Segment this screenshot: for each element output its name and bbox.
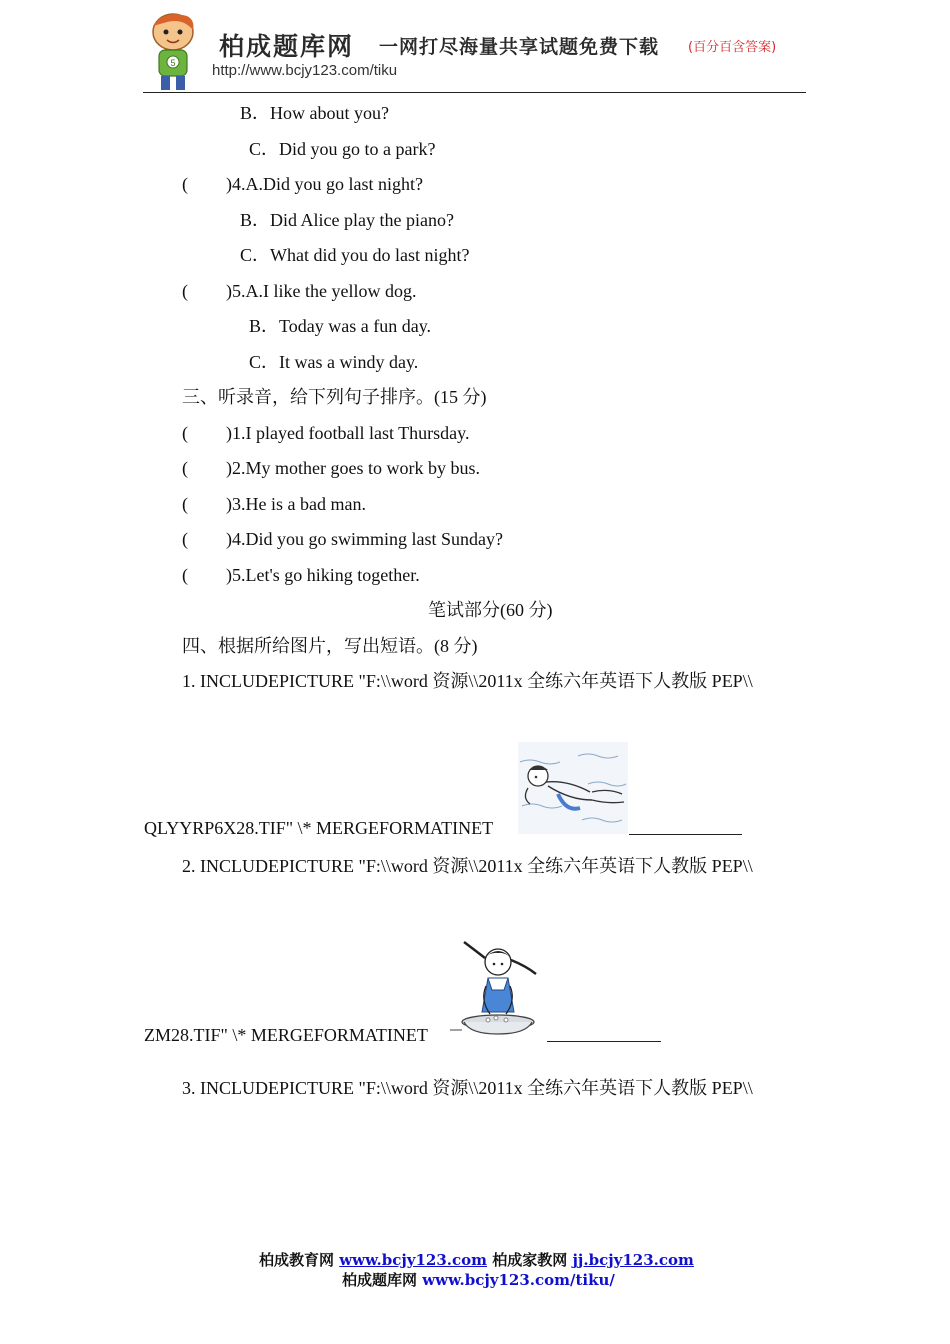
- header-divider: [143, 92, 806, 93]
- part4-q1-field-line1: 1. INCLUDEPICTURE "F:\\word 资源\\2011x 全练六年英语下人教版 PEP\\: [182, 671, 753, 691]
- q5-paren[interactable]: (: [182, 281, 188, 301]
- part3-item-2: )2.My mother goes to work by bus.: [226, 458, 480, 478]
- q4-stem: )4.A.Did you go last night?: [226, 174, 423, 194]
- q5-option-b: B．Today was a fun day.: [249, 316, 432, 336]
- part3-item-5: )5.Let's go hiking together.: [226, 565, 420, 585]
- mascot-logo-icon: [143, 8, 207, 92]
- part3-item-1-paren[interactable]: (: [182, 423, 188, 443]
- girl-washing-clothes-icon: [450, 938, 545, 1038]
- part4-q2-answer-blank[interactable]: [547, 1025, 661, 1042]
- header-url[interactable]: http://www.bcjy123.com/tiku: [212, 62, 398, 79]
- svg-text:5: 5: [170, 58, 176, 68]
- part3-item-5-paren[interactable]: (: [182, 565, 188, 585]
- part4-q1-answer-blank[interactable]: [629, 818, 742, 835]
- footer-line-2: [342, 1269, 615, 1290]
- part3-item-3-paren[interactable]: (: [182, 494, 188, 514]
- written-section-title: 笔试部分(60 分): [428, 600, 553, 620]
- boy-swimming-icon: [518, 742, 628, 834]
- footer-line-1: [259, 1249, 694, 1270]
- footer-link-tiku[interactable]: www.bcjy123.com/tiku/: [422, 1271, 615, 1289]
- part3-item-4-paren[interactable]: (: [182, 529, 188, 549]
- part4-heading: 四、根据所给图片，写出短语。(8 分): [182, 636, 478, 656]
- footer-label-tiku: 柏成题库网: [342, 1271, 418, 1289]
- q4-paren[interactable]: (: [182, 174, 188, 194]
- q4-option-b: B．Did Alice play the piano?: [240, 210, 454, 230]
- q3-option-b: B．How about you?: [240, 103, 389, 123]
- header-answer-tag: (百分百含答案): [688, 40, 777, 55]
- part3-item-3: )3.He is a bad man.: [226, 494, 366, 514]
- page-header: [143, 8, 806, 94]
- part3-item-4: )4.Did you go swimming last Sunday?: [226, 529, 503, 549]
- q5-option-c: C．It was a windy day.: [249, 352, 419, 372]
- footer-link-edu[interactable]: www.bcjy123.com: [339, 1251, 488, 1269]
- part4-q3-field-line1: 3. INCLUDEPICTURE "F:\\word 资源\\2011x 全练六年英语下人教版 PEP\\: [182, 1078, 753, 1098]
- part4-q2-field-line1: 2. INCLUDEPICTURE "F:\\word 资源\\2011x 全练六年英语下人教版 PEP\\: [182, 856, 753, 876]
- footer-link-tutor[interactable]: jj.bcjy123.com: [572, 1251, 694, 1269]
- footer-label-edu: 柏成教育网: [259, 1251, 335, 1269]
- part3-item-2-paren[interactable]: (: [182, 458, 188, 478]
- header-brand: 柏成题库网: [219, 32, 355, 61]
- part3-item-1: )1.I played football last Thursday.: [226, 423, 470, 443]
- footer-label-tutor: 柏成家教网: [492, 1251, 568, 1269]
- part3-heading: 三、听录音，给下列句子排序。(15 分): [182, 387, 487, 407]
- header-slogan: 一网打尽海量共享试题免费下载: [379, 36, 660, 58]
- part4-q2-field-line2: ZM28.TIF" \* MERGEFORMATINET: [144, 1025, 428, 1045]
- q5-stem: )5.A.I like the yellow dog.: [226, 281, 417, 301]
- q3-option-c: C．Did you go to a park?: [249, 139, 436, 159]
- q4-option-c: C．What did you do last night?: [240, 245, 470, 265]
- part4-q1-field-line2: QLYYRP6X28.TIF" \* MERGEFORMATINET: [144, 818, 494, 838]
